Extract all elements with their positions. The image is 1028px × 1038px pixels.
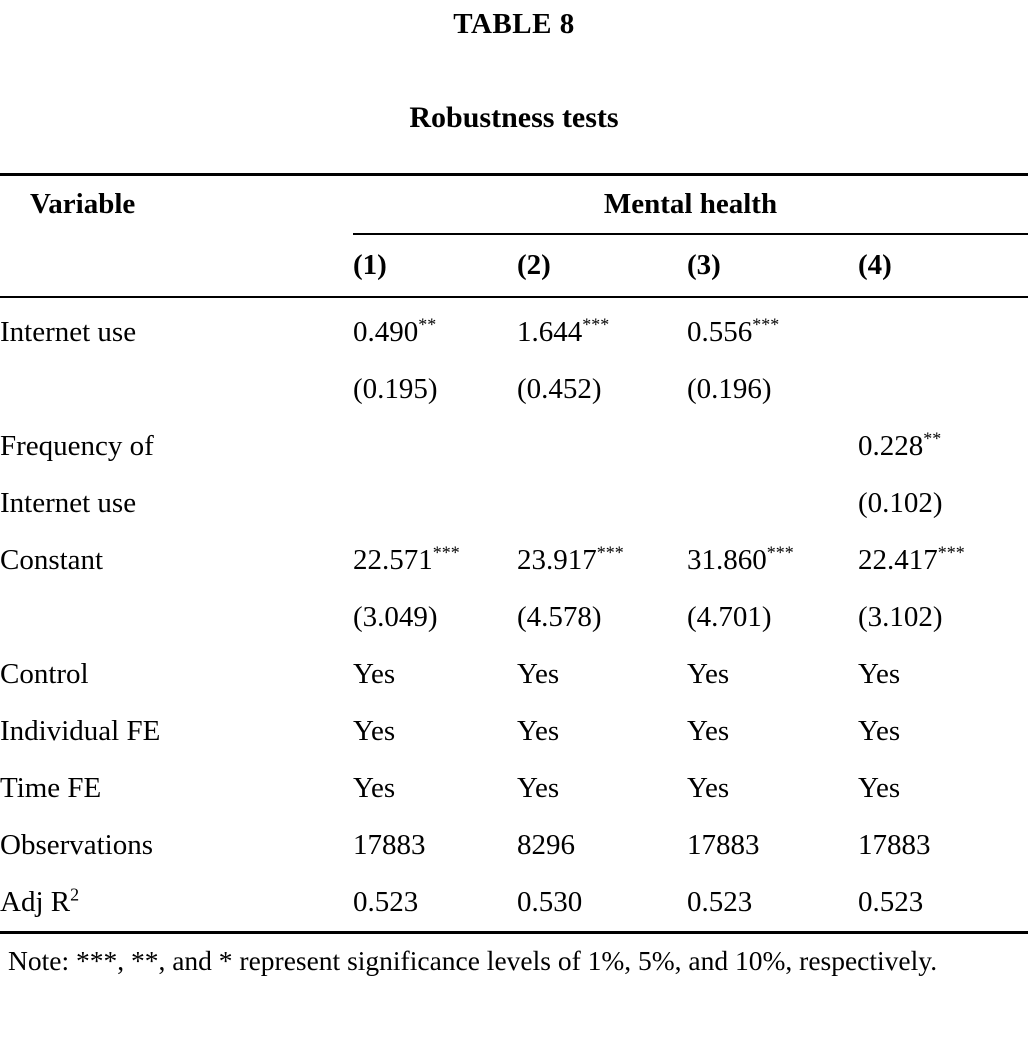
table-cell: 31.860***	[687, 542, 794, 576]
table-cell: 0.228**	[858, 428, 942, 462]
table-cell	[517, 418, 687, 475]
table-title: Robustness tests	[409, 101, 619, 134]
table-cell: 0.530	[517, 886, 583, 918]
table-cell: 17883	[687, 829, 760, 861]
table-row	[0, 532, 1028, 589]
table-cell: Yes	[517, 658, 560, 690]
table-cell: (0.102)	[858, 487, 943, 519]
table-cell: Yes	[517, 772, 560, 804]
table-row	[0, 760, 1028, 817]
table-cell: 0.523	[687, 886, 753, 918]
table-row	[0, 817, 1028, 874]
column-header-3: (3)	[687, 234, 858, 297]
table-cell: Yes	[353, 715, 396, 747]
column-header-4: (4)	[858, 234, 1028, 297]
table-cell: 22.571***	[353, 542, 460, 576]
results-table	[0, 173, 1028, 934]
empty-header-cell	[0, 234, 353, 297]
table-header	[0, 175, 1028, 298]
table-note: Note: ***, **, and * represent significance levels of 1%, 5%, and 10%, respectively.	[8, 945, 938, 976]
group-column-header: Mental health	[353, 175, 1028, 235]
table-cell: (4.578)	[517, 601, 602, 633]
table-cell: Yes	[687, 715, 730, 747]
table-row	[0, 646, 1028, 703]
row-label: Internet use	[0, 316, 137, 348]
row-label: Individual FE	[0, 715, 161, 747]
table-row	[0, 703, 1028, 760]
table-row	[0, 361, 1028, 418]
table-cell: 0.490**	[353, 314, 437, 348]
table-cell: 0.556***	[687, 314, 780, 348]
table-cell: Yes	[517, 715, 560, 747]
table-cell	[687, 418, 858, 475]
table-cell	[858, 361, 1028, 418]
table-cell: Yes	[687, 658, 730, 690]
table-cell: Yes	[858, 715, 901, 747]
table-cell	[353, 475, 517, 532]
row-label: Frequency of	[0, 430, 154, 462]
row-label: Time FE	[0, 772, 102, 804]
row-label: Internet use	[0, 487, 137, 519]
table-cell: (3.049)	[353, 601, 438, 633]
column-header-1: (1)	[353, 234, 517, 297]
table-cell: Yes	[687, 772, 730, 804]
table-cell	[517, 475, 687, 532]
table-cell: 17883	[353, 829, 426, 861]
table-cell: 8296	[517, 829, 575, 861]
table-cell: (0.196)	[687, 373, 772, 405]
row-label	[0, 589, 353, 646]
row-label: Adj $R^2$	[0, 884, 80, 918]
table-cell: (4.701)	[687, 601, 772, 633]
group-header-row	[0, 175, 1028, 235]
table-cell: 0.523	[858, 886, 924, 918]
table-row	[0, 475, 1028, 532]
table-cell	[353, 418, 517, 475]
table-cell: (0.452)	[517, 373, 602, 405]
variable-column-header: Variable	[30, 188, 136, 220]
table-cell: Yes	[858, 772, 901, 804]
column-numbers-row	[0, 234, 1028, 297]
row-label: Constant	[0, 544, 104, 576]
table-row	[0, 874, 1028, 933]
row-label	[0, 361, 353, 418]
column-header-2: (2)	[517, 234, 687, 297]
row-label: Control	[0, 658, 89, 690]
table-row	[0, 297, 1028, 361]
table-cell: (3.102)	[858, 601, 943, 633]
table-cell	[687, 475, 858, 532]
table-cell: 17883	[858, 829, 931, 861]
row-label: Observations	[0, 829, 154, 861]
table-cell: 22.417***	[858, 542, 965, 576]
table-row	[0, 418, 1028, 475]
table-cell: Yes	[353, 772, 396, 804]
table-row	[0, 589, 1028, 646]
table-cell: Yes	[858, 658, 901, 690]
table-body	[0, 297, 1028, 933]
table-cell: Yes	[353, 658, 396, 690]
table-cell	[858, 297, 1028, 361]
table-cell: 1.644***	[517, 314, 610, 348]
table-number-heading: TABLE 8	[453, 8, 575, 40]
table-cell: 0.523	[353, 886, 419, 918]
table-cell: 23.917***	[517, 542, 624, 576]
table-cell: (0.195)	[353, 373, 438, 405]
